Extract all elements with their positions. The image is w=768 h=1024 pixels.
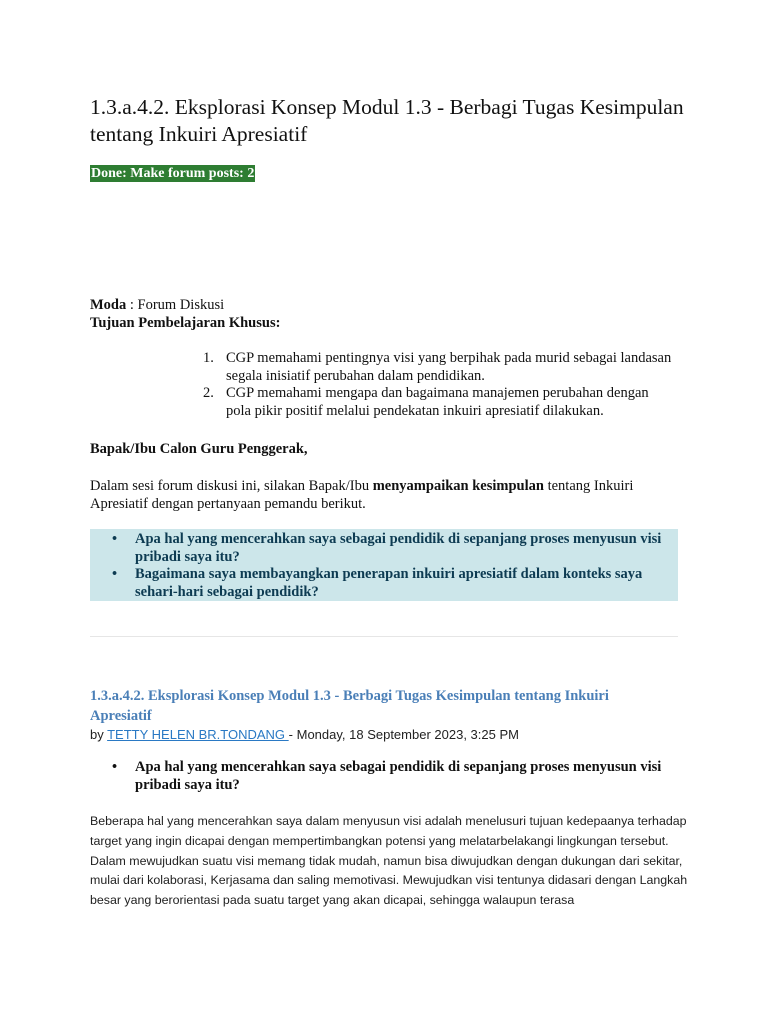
- post-title-link[interactable]: 1.3.a.4.2. Eksplorasi Konsep Modul 1.3 - Berbagi Tugas Kesimpulan tentang Inkuiri Apresiatif: [90, 688, 609, 724]
- intro-paragraph: Dalam sesi forum diskusi ini, silakan Bapak/Ibu menyampaikan kesimpulan tentang Inkuiri Apresiatif dengan pertanyaan pemandu berikut.: [90, 478, 634, 512]
- post-paragraph: Beberapa hal yang mencerahkan saya dalam menyusun visi adalah menelusuri tujuan kedepaanya terhadap target yang ingin dicapai dengan mempertimbangkan potensi yang melatarbelakangi lingkungan tersebut.: [90, 814, 687, 848]
- section-divider: [90, 636, 678, 637]
- greeting: Bapak/Ibu Calon Guru Penggerak,: [90, 441, 308, 457]
- moda-value: : Forum Diskusi: [126, 297, 225, 313]
- author-link[interactable]: TETTY HELEN BR.TONDANG: [107, 727, 289, 742]
- objectives-list: [203, 350, 673, 420]
- bullet-icon: •: [112, 531, 118, 547]
- post-byline: by TETTY HELEN BR.TONDANG - Monday, 18 September 2023, 3:25 PM: [90, 727, 519, 742]
- post-question-list: [90, 759, 675, 794]
- objective-item: 2. CGP memahami mengapa dan bagaimana manajemen perubahan dengan pola pikir positif melalui pendekatan inkuiri apresiatif dilakukan.: [203, 385, 649, 419]
- bullet-icon: •: [112, 566, 118, 582]
- guiding-question: • Bagaimana saya membayangkan penerapan inkuiri apresiatif dalam konteks saya sehari-hari sebagai pendidik?: [112, 566, 643, 600]
- post-question: • Apa hal yang mencerahkan saya sebagai pendidik di sepanjang proses menyusun visi pribadi saya itu?: [112, 759, 662, 793]
- intro-emphasis: menyampaikan kesimpulan: [372, 478, 544, 494]
- moda-label: Moda: [90, 297, 127, 313]
- page-title: 1.3.a.4.2. Eksplorasi Konsep Modul 1.3 - Berbagi Tugas Kesimpulan tentang Inkuiri Apresiatif: [90, 95, 684, 146]
- post-body: [90, 812, 690, 911]
- post-paragraph: Dalam mewujudkan suatu visi memang tidak mudah, namun bisa diwujudkan dengan dukungan dari sekitar, mulai dari kolaborasi, Kerjasama dan saling memotivasi. Mewujudkan visi tentunya didasari dengan Langkah besar yang berorientasi pada suatu target yang akan dicapai, sehingga walaupun terasa: [90, 853, 688, 908]
- bullet-icon: •: [112, 759, 118, 775]
- activity-meta: [90, 296, 280, 332]
- objectives-heading: Tujuan Pembelajaran Khusus:: [90, 315, 281, 331]
- post-date: - Monday, 18 September 2023, 3:25 PM: [288, 727, 519, 742]
- guiding-questions-box: [90, 529, 678, 601]
- completion-status-badge: Done: Make forum posts: 2: [91, 166, 255, 181]
- moda-line: [90, 296, 280, 314]
- guiding-question: • Apa hal yang mencerahkan saya sebagai pendidik di sepanjang proses menyusun visi pribadi saya itu?: [112, 531, 662, 565]
- objective-item: 1. CGP memahami pentingnya visi yang berpihak pada murid sebagai landasan segala inisiatif perubahan dalam pendidikan.: [203, 350, 672, 384]
